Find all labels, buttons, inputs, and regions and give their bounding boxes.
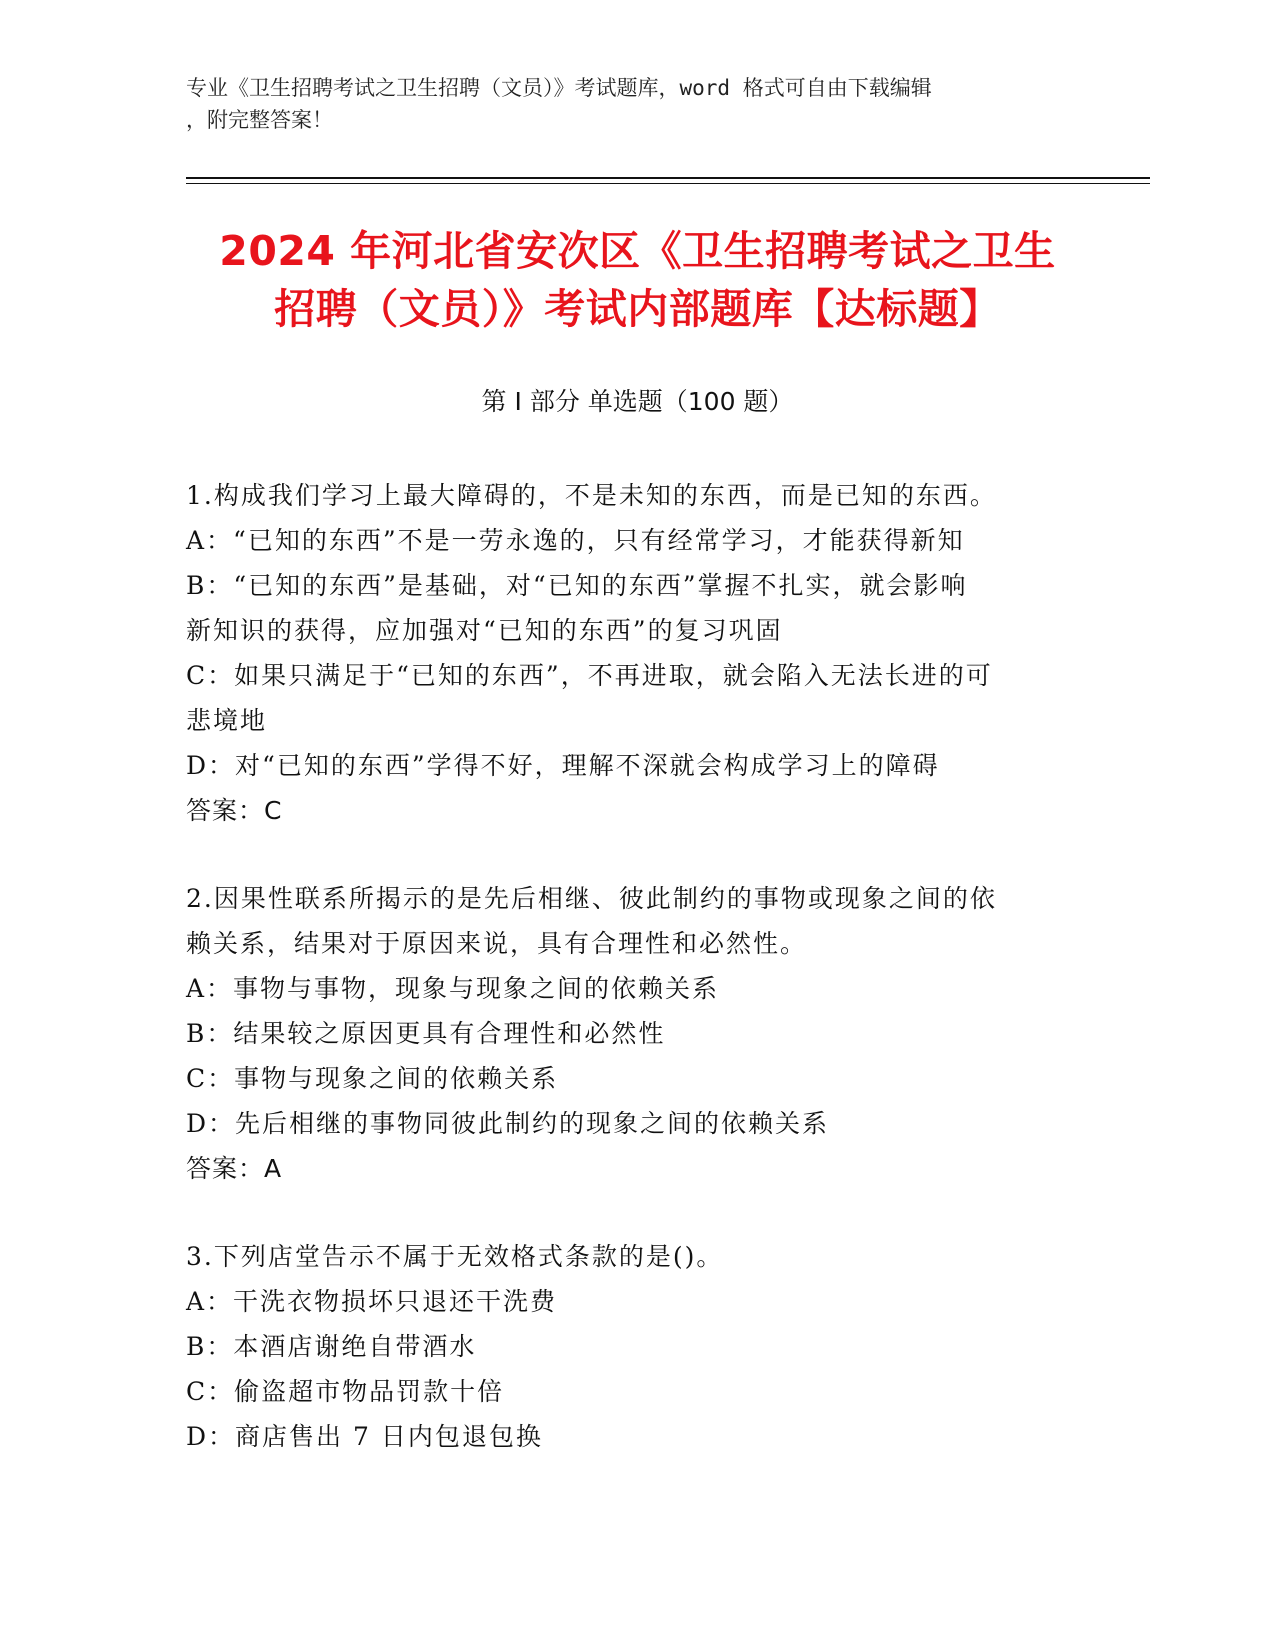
header-note — [186, 72, 1086, 136]
answer-option-line: D：商店售出 7 日内包退包换 — [186, 1422, 543, 1451]
header-note-line-1: 专业《卫生招聘考试之卫生招聘（文员）》考试题库，word 格式可自由下载编辑 — [186, 76, 932, 100]
answer-option-line: B：“已知的东西”是基础，对“已知的东西”掌握不扎实，就会影响 — [186, 571, 968, 600]
answer-option-line: D：先后相继的事物同彼此制约的现象之间的依赖关系 — [186, 1109, 830, 1138]
header-divider-thick — [186, 177, 1150, 179]
answer-option — [186, 518, 1086, 563]
answer-option — [186, 1279, 1086, 1324]
question-block — [186, 473, 1086, 833]
question-block — [186, 1234, 1086, 1459]
question-block — [186, 876, 1086, 1191]
question-spacer — [186, 833, 1086, 876]
question-stem-line: 2.因果性联系所揭示的是先后相继、彼此制约的事物或现象之间的依 — [186, 884, 997, 913]
answer-option-line: C：偷盗超市物品罚款十倍 — [186, 1377, 505, 1406]
answer-option — [186, 1101, 1086, 1146]
answer-option — [186, 1011, 1086, 1056]
answer-option — [186, 743, 1086, 788]
question-stem-line: 1.构成我们学习上最大障碍的，不是未知的东西，而是已知的东西。 — [186, 481, 997, 510]
answer-key: 答案：C — [186, 796, 283, 825]
question-stem-line: 赖关系，结果对于原因来说，具有合理性和必然性。 — [186, 929, 808, 958]
answer-option-line: 新知识的获得，应加强对“已知的东西”的复习巩固 — [186, 616, 783, 645]
answer-option — [186, 653, 1086, 743]
answer-option — [186, 966, 1086, 1011]
answer-option-line: A：“已知的东西”不是一劳永逸的，只有经常学习，才能获得新知 — [186, 526, 965, 555]
section-title: 第 I 部分 单选题（100 题） — [481, 387, 794, 416]
answer-option-line: C：事物与现象之间的依赖关系 — [186, 1064, 559, 1093]
answer-option — [186, 1324, 1086, 1369]
answer-option-line: A：干洗衣物损坏只退还干洗费 — [186, 1287, 558, 1316]
answer-option-line: C：如果只满足于“已知的东西”，不再进取，就会陷入无法长进的可 — [186, 661, 993, 690]
question-spacer — [186, 1191, 1086, 1234]
answer-key: 答案：A — [186, 1154, 283, 1183]
header-note-line-2: ，附完整答案！ — [186, 108, 333, 132]
answer-option — [186, 563, 1086, 653]
answer-option — [186, 1369, 1086, 1414]
answer-option-line: 悲境地 — [186, 706, 268, 735]
answer-option-line: B：结果较之原因更具有合理性和必然性 — [186, 1019, 666, 1048]
question-list — [186, 473, 1086, 1459]
answer-option-line: D：对“已知的东西”学得不好，理解不深就会构成学习上的障碍 — [186, 751, 940, 780]
answer-option — [186, 1414, 1086, 1459]
document-title-line-2: 招聘（文员）》考试内部题库【达标题】 — [274, 285, 1001, 333]
answer-option — [186, 1056, 1086, 1101]
document-title — [150, 222, 1125, 338]
answer-option-line: B：本酒店谢绝自带酒水 — [186, 1332, 477, 1361]
question-stem-line: 3.下列店堂告示不属于无效格式条款的是()。 — [186, 1242, 724, 1271]
document-title-line-1: 2024 年河北省安次区《卫生招聘考试之卫生 — [219, 227, 1056, 275]
answer-option-line: A：事物与事物，现象与现象之间的依赖关系 — [186, 974, 720, 1003]
header-divider-thin — [186, 183, 1150, 184]
